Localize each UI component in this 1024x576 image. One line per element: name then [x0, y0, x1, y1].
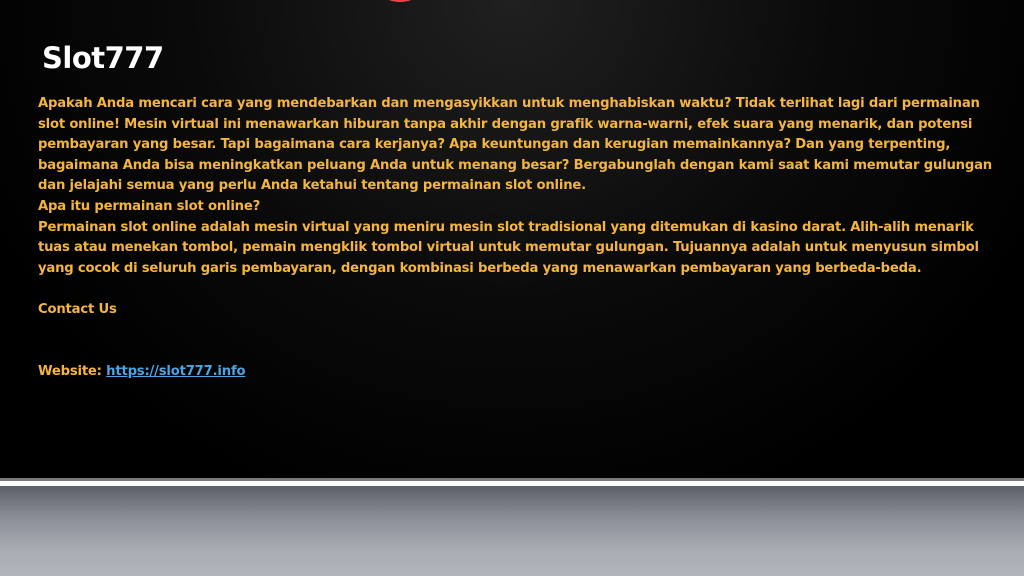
definition-paragraph: Permainan slot online adalah mesin virtual yang meniru mesin slot tradisional yang ditemukan di kasino darat. Alih-alih menarik tuas atau menekan tombol, pemain mengklik tombol virtual untuk memutar gulungan. Tujuannya adalah untuk menyusun simbol yang cocok di seluruh garis pembayaran, dengan kombinasi berbeda yang menawarkan pembayaran yang berbeda-beda.: [38, 219, 979, 276]
intro-paragraph: Apakah Anda mencari cara yang mendebarkan dan mengasyikkan untuk menghabiskan waktu? Tidak terlihat lagi dari permainan slot online! Mesin virtual ini menawarkan hiburan tanpa akhir dengan grafik warna-warni, efek suara yang menarik, dan potensi pembayaran yang besar. Tapi bagaimana cara kerjanya? Apa keuntungan dan kerugian memainkannya? Dan yang terpenting, bagaimana Anda bisa meningkatkan peluang Anda untuk menang besar? Bergabunglah dengan kami saat kami memutar gulungan dan jelajahi semua yang perlu Anda ketahui tentang permainan slot online.: [38, 96, 992, 194]
website-line: [38, 362, 998, 383]
website-label: Website:: [38, 363, 102, 379]
red-logo-fragment-icon: [360, 0, 440, 6]
contact-heading: Contact Us: [38, 301, 117, 317]
section-heading: Apa itu permainan slot online?: [38, 198, 261, 214]
footer-band: [0, 486, 1024, 576]
website-link[interactable]: https://slot777.info: [106, 363, 246, 379]
body-text: [38, 94, 998, 382]
spacer: [38, 279, 998, 300]
page-title: Slot777: [42, 41, 164, 75]
spacer: [38, 321, 998, 362]
